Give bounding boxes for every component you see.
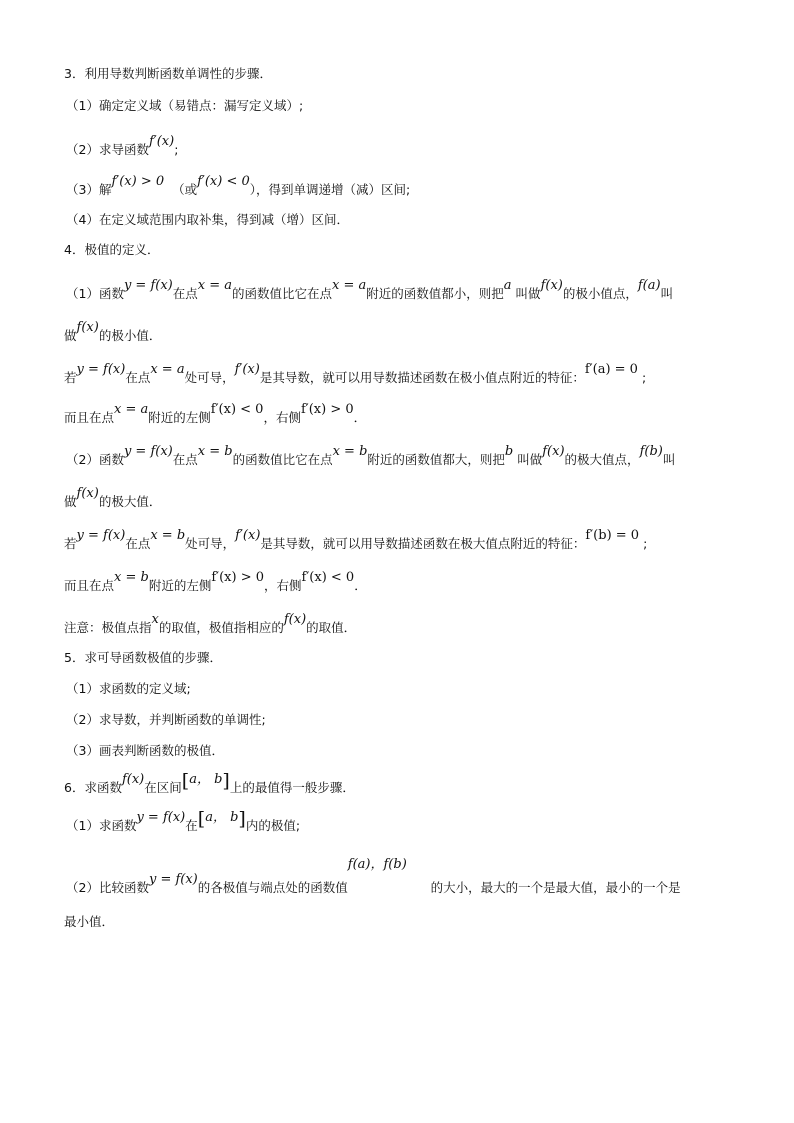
text: 的函数值比它在点 (232, 452, 333, 467)
text: ． (353, 410, 367, 425)
formula: x = a (332, 278, 367, 293)
formula: a， b (189, 772, 223, 787)
text: 内的极值; (245, 818, 301, 833)
text: （2）比较函数 (66, 880, 149, 895)
text: 的函数值比它在点 (232, 286, 333, 301)
formula: f(x) (121, 772, 145, 787)
text: 在点 (125, 536, 151, 551)
section-4-para-1 (66, 278, 674, 303)
text: （1）函数 (66, 286, 124, 301)
formula: f′(b) = 0 (585, 528, 640, 543)
formula: f(x) (283, 612, 307, 627)
formula: x = b (150, 528, 186, 543)
section-5-title: 5．求可导函数极值的步骤． (64, 650, 222, 665)
bracket-right: ] (238, 808, 246, 830)
section-3-title: 3．利用导数判断函数单调性的步骤． (64, 66, 272, 81)
text: 做 (64, 494, 77, 509)
formula: y = f(x) (136, 810, 186, 825)
text: 附近的左侧 (148, 410, 211, 425)
formula: x = b (197, 444, 233, 459)
section-4-para-2 (64, 362, 647, 387)
section-4-para-3 (66, 444, 676, 469)
formula: f(x) (76, 486, 99, 501)
text: 而且在点 (64, 410, 115, 425)
formula: f(x) (542, 444, 565, 459)
text: 在 (185, 818, 198, 833)
text: 处可导， (184, 370, 235, 385)
text: 而且在点 (64, 578, 115, 593)
text: ． (354, 578, 367, 593)
text: 在点 (172, 286, 198, 301)
formula: y = f(x) (123, 444, 173, 459)
text: 叫做 (515, 286, 541, 301)
section-4-para-1-cont (64, 320, 162, 345)
formula: a (503, 278, 512, 293)
formula: f′(x) (234, 362, 260, 377)
formula: f(a)，f(b) (347, 857, 407, 872)
formula: f(x) (76, 320, 99, 335)
text: 附近的函数值都大，则把 (367, 452, 505, 467)
section-4-para-4-cont (64, 570, 367, 595)
section-6-step-2-cont: 最小值． (64, 914, 115, 929)
text: 的极大值点， (564, 452, 640, 467)
text: 若 (64, 536, 77, 551)
text: ），得到单调递增（减）区间; (249, 182, 411, 197)
formula: y = f(x) (76, 528, 126, 543)
section-3-step-4: （4）在定义域范围内取补集，得到减（增）区间． (66, 212, 349, 227)
text: （2）求导函数 (66, 142, 149, 157)
section-5-step-1: （1）求函数的定义域; (66, 681, 191, 696)
formula: x = b (114, 570, 149, 585)
text: 叫做 (517, 452, 543, 467)
text: ; (641, 370, 647, 385)
section-4-note (64, 612, 357, 637)
text: 注意：极值点指 (64, 620, 152, 635)
formula: f′(x) (235, 528, 261, 543)
section-6-step-2 (66, 857, 681, 897)
text: 是其导数，就可以用导数描述函数在极大值点附近的特征： (260, 536, 586, 551)
text: 的极小值． (98, 328, 162, 343)
text: 处可导， (185, 536, 236, 551)
text: 做 (64, 328, 77, 343)
text: ; (643, 536, 648, 551)
formula: b (504, 444, 514, 459)
formula: x = b (332, 444, 368, 459)
text: 的取值，极值指相应的 (158, 620, 284, 635)
formula: y = f(x) (148, 872, 198, 887)
text: 若 (64, 370, 77, 385)
formula: f′(a) = 0 (584, 362, 638, 377)
bracket-right: ] (222, 770, 230, 792)
text: 在点 (125, 370, 151, 385)
formula: f′(x) > 0 (211, 570, 265, 585)
formula: x = a (150, 362, 185, 377)
text: 的大小，最大的一个是最大值，最小的一个是 (430, 880, 681, 895)
text: （或 (172, 182, 198, 197)
text: 的极大值． (98, 494, 162, 509)
section-4-para-3-cont (64, 486, 162, 511)
formula: y = f(x) (123, 278, 173, 293)
text: ; (174, 142, 179, 157)
formula: f′(x) < 0 (197, 174, 250, 189)
text: 6．求函数 (64, 780, 122, 795)
section-5-step-2: （2）求导数，并判断函数的单调性; (66, 712, 266, 727)
text: （3）解 (66, 182, 112, 197)
section-4-para-2-cont (64, 402, 367, 427)
formula: x (151, 612, 159, 627)
bracket-left: [ (181, 770, 190, 792)
text: 的取值． (306, 620, 357, 635)
text: 的各极值与端点处的函数值 (197, 880, 348, 895)
section-3-step-1: （1）确定定义域（易错点：漏写定义域）; (66, 98, 304, 113)
formula: f(b) (639, 444, 663, 459)
text: ，右侧 (263, 410, 301, 425)
formula: y = f(x) (76, 362, 126, 377)
text: 附近的左侧 (148, 578, 212, 593)
section-4-title: 4．极值的定义． (64, 242, 160, 257)
formula: a， b (205, 810, 239, 825)
formula: f(a) (637, 278, 661, 293)
text: 是其导数，就可以用导数描述函数在极小值点附近的特征： (259, 370, 585, 385)
text: （1）求函数 (66, 818, 137, 833)
text: （2）函数 (66, 452, 124, 467)
bracket-left: [ (197, 808, 206, 830)
section-5-step-3: （3）画表判断函数的极值． (66, 743, 224, 758)
section-6-step-1 (66, 808, 301, 835)
section-3-step-3 (66, 174, 411, 199)
text: 叫 (662, 452, 676, 467)
text: 叫 (660, 286, 674, 301)
text: 附近的函数值都小，则把 (366, 286, 504, 301)
formula: x = a (114, 402, 149, 417)
section-3-step-2 (66, 134, 179, 159)
formula: f(x) (540, 278, 563, 293)
formula: f′(x) > 0 (111, 174, 165, 189)
formula: f′(x) (148, 134, 175, 149)
formula: f′(x) > 0 (300, 402, 354, 417)
section-6-title (64, 770, 355, 797)
text: 在点 (172, 452, 198, 467)
text: 在区间 (144, 780, 182, 795)
text: ，右侧 (264, 578, 302, 593)
text: 上的最值得一般步骤． (229, 780, 355, 795)
text: 的极小值点， (562, 286, 638, 301)
formula: x = a (197, 278, 233, 293)
section-4-para-4 (64, 528, 648, 553)
formula: f′(x) < 0 (301, 570, 355, 585)
formula: f′(x) < 0 (210, 402, 264, 417)
